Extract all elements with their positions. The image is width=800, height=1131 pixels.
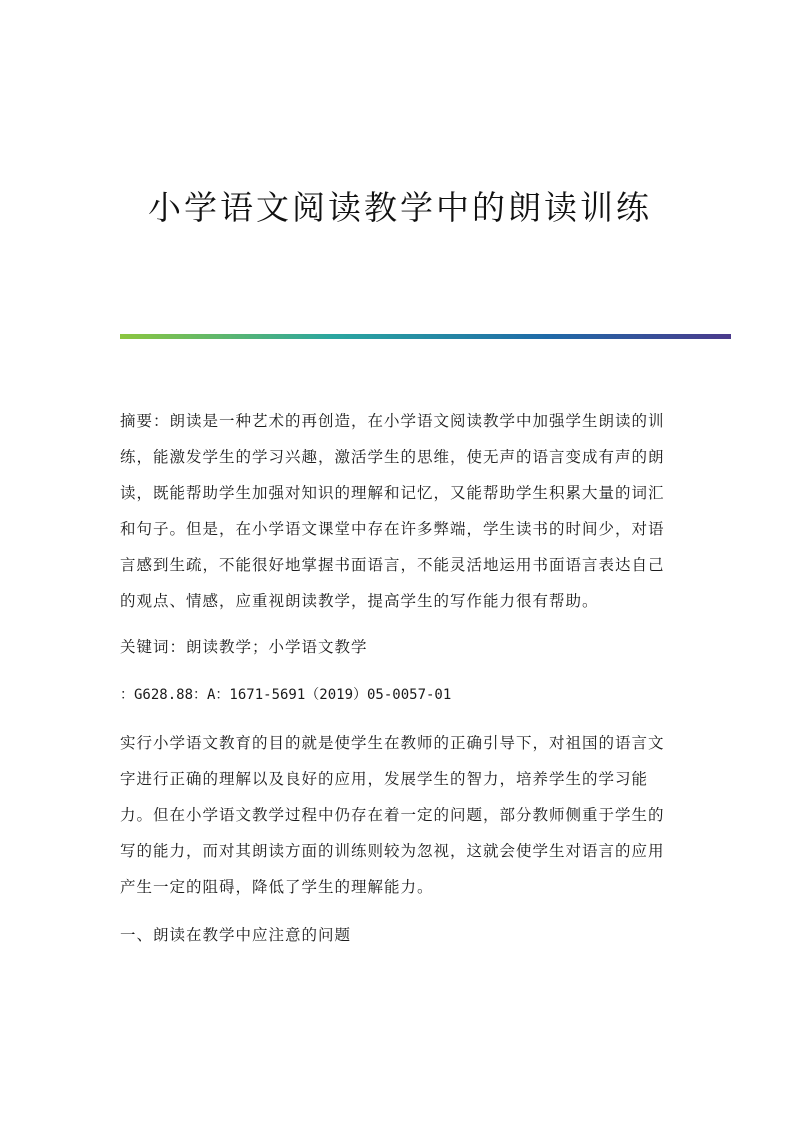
document-body [120,403,680,953]
title-divider [120,334,731,339]
classification-line: ：G628.88：A：1671-5691（2019）05-0057-01 [120,687,452,703]
document-title: 小学语文阅读教学中的朗读训练 [148,188,652,227]
keywords-line: 关键词：朗读教学；小学语文教学 [120,638,368,656]
abstract-paragraph: 摘要：朗读是一种艺术的再创造，在小学语文阅读教学中加强学生朗读的训练，能激发学生的学习兴趣，激活学生的思维，使无声的语言变成有声的朗读，既能帮助学生加强对知识的理解和记忆，又能帮助学生积累大量的词汇和句子。但是，在小学语文课堂中存在许多弊端，学生读书的时间少，对语言感到生疏，不能很好地掌握书面语言，不能灵活地运用书面语言表达自己的观点、情感，应重视朗读教学，提高学生的写作能力很有帮助。 [120,412,665,610]
section-heading: 一、朗读在教学中应注意的问题 [120,926,352,944]
intro-paragraph: 实行小学语文教育的目的就是使学生在教师的正确引导下，对祖国的语言文字进行正确的理解以及良好的应用，发展学生的智力，培养学生的学习能力。但在小学语文教学过程中仍存在着一定的问题，部分教师侧重于学生的写的能力，而对其朗读方面的训练则较为忽视，这就会使学生对语言的应用产生一定的阻碍，降低了学生的理解能力。 [120,734,665,896]
